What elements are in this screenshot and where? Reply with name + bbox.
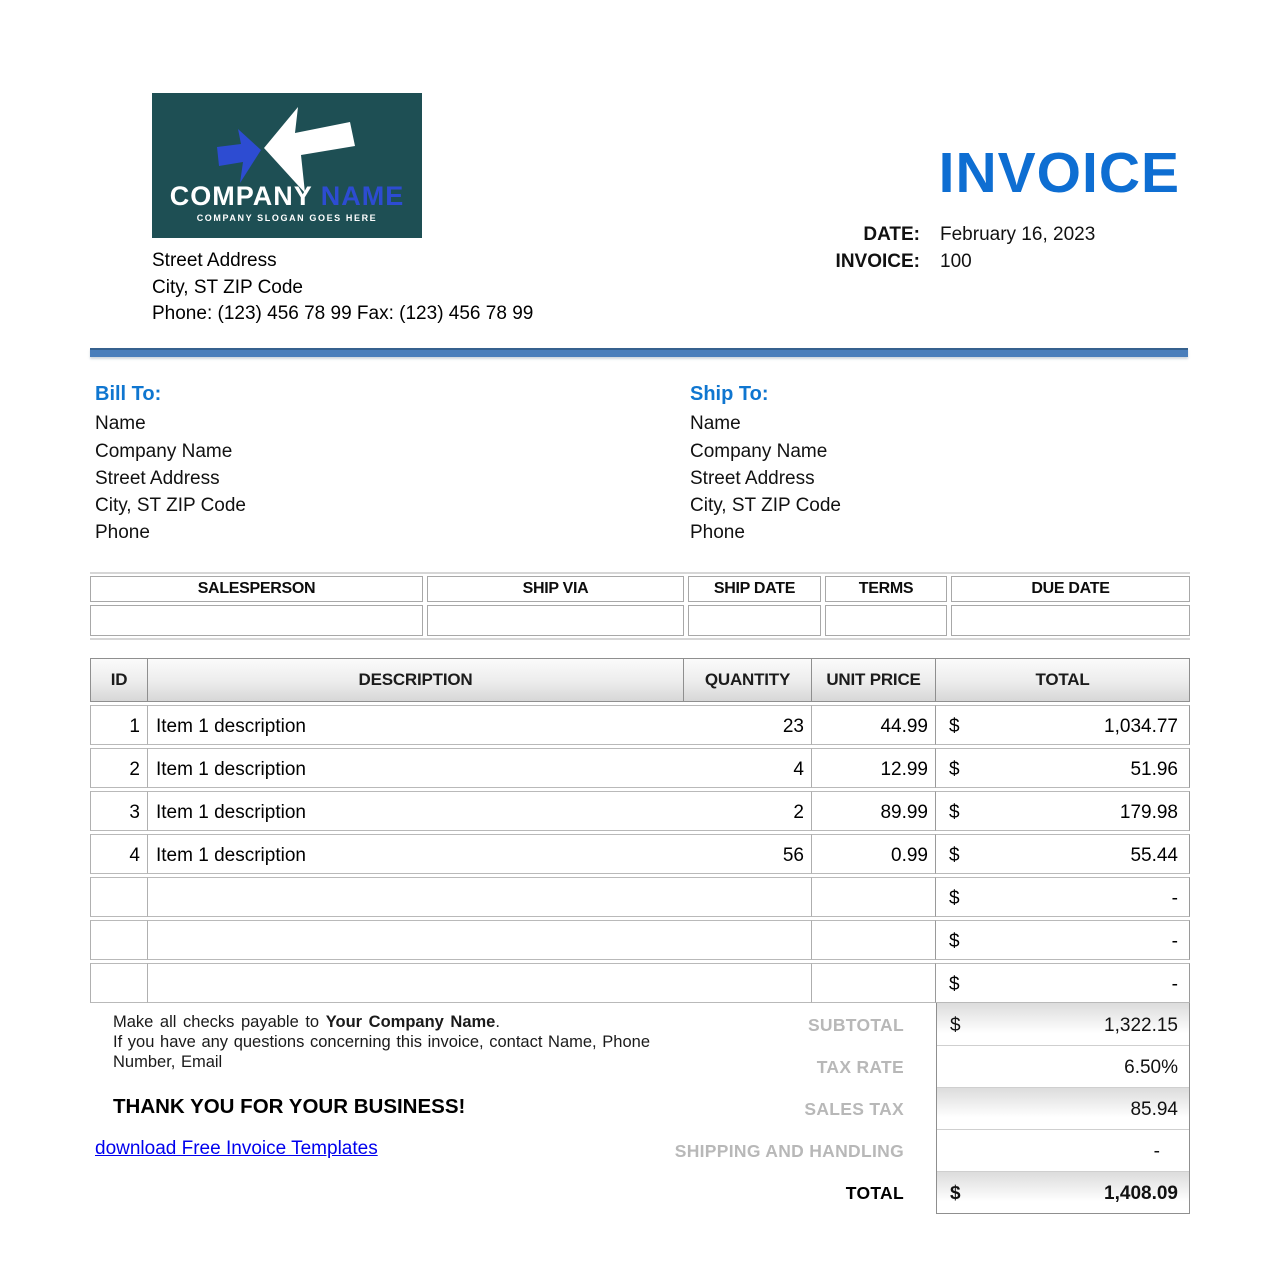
item-quantity xyxy=(684,963,812,1003)
table-row-empty xyxy=(90,920,1190,960)
items-table xyxy=(90,658,1190,1003)
info-header-ship-via: SHIP VIA xyxy=(427,576,684,602)
item-total-value: 51.96 xyxy=(1130,759,1178,780)
item-description xyxy=(148,877,684,917)
item-total-value: 1,034.77 xyxy=(1104,716,1178,737)
ship-to-city: City, ST ZIP Code xyxy=(690,495,841,517)
item-total-value: - xyxy=(1171,931,1178,952)
item-unit-price: 0.99 xyxy=(812,834,936,874)
bill-to-block xyxy=(95,381,246,547)
info-header-ship-date: SHIP DATE xyxy=(688,576,821,602)
subtotal-label: SUBTOTAL xyxy=(807,1015,904,1035)
bill-to-name: Name xyxy=(95,413,146,435)
invoice-number-label: INVOICE: xyxy=(835,251,920,272)
info-value-ship-via xyxy=(427,605,684,636)
totals-box xyxy=(936,1003,1190,1214)
page-title: INVOICE xyxy=(938,141,1180,205)
currency-symbol: $ xyxy=(949,931,960,952)
item-total xyxy=(936,791,1190,831)
footer-notes xyxy=(113,1013,650,1072)
company-street: Street Address xyxy=(152,250,277,271)
shipping-info-table xyxy=(90,572,1190,640)
item-total-value: - xyxy=(1171,974,1178,995)
currency-symbol: $ xyxy=(950,1015,961,1036)
table-row-empty xyxy=(90,877,1190,917)
item-id: 2 xyxy=(90,748,148,788)
info-value-ship-date xyxy=(688,605,821,636)
items-header-id: ID xyxy=(90,658,148,702)
items-header-quantity: QUANTITY xyxy=(684,658,812,702)
ship-to-block xyxy=(690,381,841,547)
currency-symbol: $ xyxy=(949,888,960,909)
item-quantity: 4 xyxy=(684,748,812,788)
sales-tax-value: 85.94 xyxy=(1130,1099,1178,1120)
currency-symbol: $ xyxy=(949,759,960,780)
date-row xyxy=(700,221,1124,248)
invoice-number-row xyxy=(700,248,1124,275)
table-row xyxy=(90,705,1190,745)
total-value: 1,408.09 xyxy=(1104,1183,1178,1204)
info-value-terms xyxy=(825,605,947,636)
item-description: Item 1 description xyxy=(148,705,684,745)
currency-symbol: $ xyxy=(949,802,960,823)
item-total-value: 179.98 xyxy=(1119,802,1178,823)
logo-slogan: COMPANY SLOGAN GOES HERE xyxy=(196,213,378,223)
bill-to-city: City, ST ZIP Code xyxy=(95,495,246,517)
company-city: City, ST ZIP Code xyxy=(152,276,303,298)
item-unit-price xyxy=(812,920,936,960)
bill-to-phone: Phone xyxy=(95,522,150,544)
item-total xyxy=(936,920,1190,960)
item-quantity xyxy=(684,877,812,917)
currency-symbol: $ xyxy=(949,845,960,866)
bill-to-label: Bill To: xyxy=(95,383,162,405)
item-description: Item 1 description xyxy=(148,834,684,874)
logo-word-company: COMPANY xyxy=(169,181,313,211)
date-label: DATE: xyxy=(863,224,920,245)
item-total xyxy=(936,963,1190,1003)
shipping-row xyxy=(937,1129,1189,1171)
invoice-number-value: 100 xyxy=(940,251,972,272)
company-phone-fax: Phone: (123) 456 78 99 Fax: (123) 456 78 99 xyxy=(152,303,534,324)
shipping-value: - xyxy=(1153,1141,1160,1162)
header-divider xyxy=(90,348,1188,357)
item-unit-price: 12.99 xyxy=(812,748,936,788)
item-total-value: - xyxy=(1171,888,1178,909)
download-templates-link[interactable]: download Free Invoice Templates xyxy=(95,1138,378,1159)
checks-prefix: Make all checks payable to xyxy=(113,1013,326,1031)
item-unit-price: 89.99 xyxy=(812,791,936,831)
currency-symbol: $ xyxy=(950,1183,961,1204)
ship-to-street: Street Address xyxy=(690,467,815,489)
invoice-meta xyxy=(700,221,1124,275)
item-unit-price: 44.99 xyxy=(812,705,936,745)
bill-to-company: Company Name xyxy=(95,440,233,462)
info-header-terms: TERMS xyxy=(825,576,947,602)
date-value: February 16, 2023 xyxy=(940,224,1096,245)
tax-rate-label: TAX RATE xyxy=(816,1057,904,1077)
table-row-empty xyxy=(90,963,1190,1003)
item-quantity: 2 xyxy=(684,791,812,831)
shipping-label: SHIPPING AND HANDLING xyxy=(674,1141,904,1161)
bill-to-street: Street Address xyxy=(95,467,220,489)
item-id xyxy=(90,920,148,960)
item-quantity: 23 xyxy=(684,705,812,745)
logo-word-name: NAME xyxy=(320,181,405,211)
item-description: Item 1 description xyxy=(148,748,684,788)
company-logo xyxy=(152,93,422,238)
checks-suffix: . xyxy=(495,1013,500,1031)
tax-rate-row xyxy=(937,1045,1189,1087)
item-total xyxy=(936,877,1190,917)
info-value-due-date xyxy=(951,605,1190,636)
checks-company-name: Your Company Name xyxy=(325,1013,496,1031)
info-header-due-date: DUE DATE xyxy=(951,576,1190,602)
right-arrow-icon xyxy=(217,129,261,183)
item-total xyxy=(936,705,1190,745)
items-header-total: TOTAL xyxy=(936,658,1190,702)
item-total xyxy=(936,748,1190,788)
item-unit-price xyxy=(812,877,936,917)
items-header-unit-price: UNIT PRICE xyxy=(812,658,936,702)
item-id: 1 xyxy=(90,705,148,745)
item-total xyxy=(936,834,1190,874)
info-value-salesperson xyxy=(90,605,423,636)
subtotal-value: 1,322.15 xyxy=(1104,1015,1178,1036)
sales-tax-label: SALES TAX xyxy=(804,1099,904,1119)
item-id: 3 xyxy=(90,791,148,831)
currency-symbol: $ xyxy=(949,974,960,995)
questions-line: If you have any questions concerning this invoice, contact Name, Phone Number, Email xyxy=(113,1032,650,1071)
tax-rate-value: 6.50% xyxy=(1124,1057,1178,1078)
total-row xyxy=(937,1171,1189,1213)
info-header-salesperson: SALESPERSON xyxy=(90,576,423,602)
item-quantity xyxy=(684,920,812,960)
items-header-description: DESCRIPTION xyxy=(148,658,684,702)
items-table-header xyxy=(90,658,1190,702)
item-total-value: 55.44 xyxy=(1130,845,1178,866)
ship-to-company: Company Name xyxy=(690,440,828,462)
item-description xyxy=(148,920,684,960)
ship-to-phone: Phone xyxy=(690,522,745,544)
item-unit-price xyxy=(812,963,936,1003)
ship-to-label: Ship To: xyxy=(690,383,769,405)
item-quantity: 56 xyxy=(684,834,812,874)
total-label: TOTAL xyxy=(845,1183,904,1203)
currency-symbol: $ xyxy=(949,716,960,737)
checks-payable-line xyxy=(113,1013,650,1033)
item-id: 4 xyxy=(90,834,148,874)
item-description xyxy=(148,963,684,1003)
item-id xyxy=(90,963,148,1003)
table-row xyxy=(90,834,1190,874)
item-description: Item 1 description xyxy=(148,791,684,831)
sales-tax-row xyxy=(937,1087,1189,1129)
company-address xyxy=(152,248,533,328)
table-row xyxy=(90,791,1190,831)
thank-you-message: THANK YOU FOR YOUR BUSINESS! xyxy=(113,1095,466,1118)
table-row xyxy=(90,748,1190,788)
subtotal-row xyxy=(937,1003,1189,1045)
item-id xyxy=(90,877,148,917)
ship-to-name: Name xyxy=(690,413,741,435)
logo-company-name xyxy=(152,181,422,212)
